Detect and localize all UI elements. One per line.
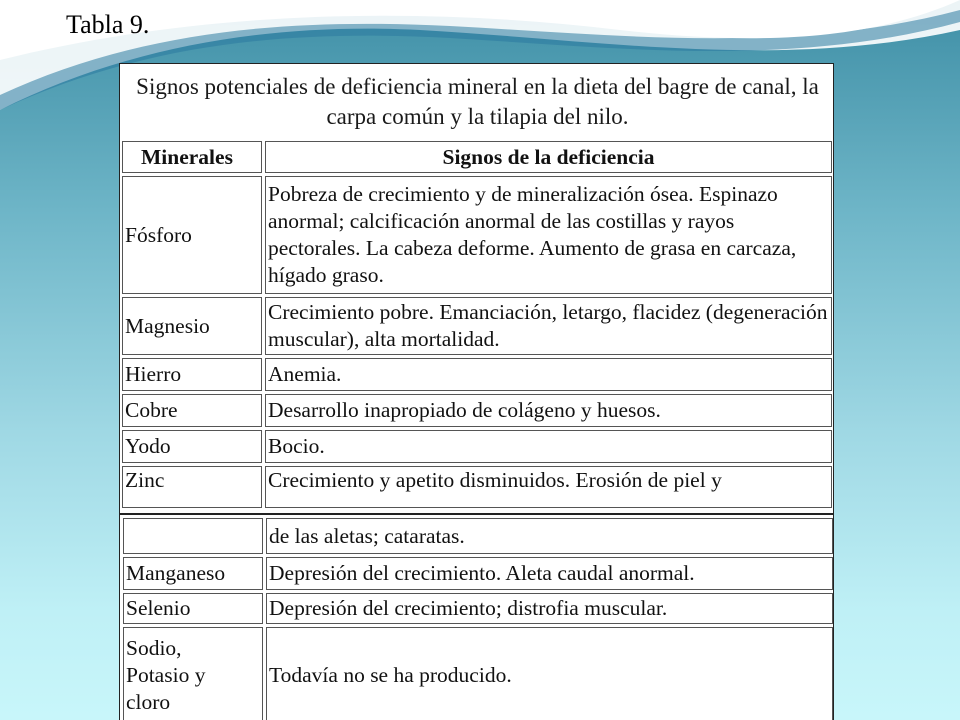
deficiency-table-bottom	[120, 515, 834, 720]
mineral-cell: Zinc	[122, 466, 262, 508]
mineral-cell: Sodio, Potasio y cloro	[123, 627, 263, 720]
mineral-cell: Yodo	[122, 430, 262, 463]
mineral-cell: Selenio	[123, 593, 263, 624]
table-row	[122, 297, 832, 355]
mineral-cell	[123, 518, 263, 554]
deficiency-table-top	[119, 138, 834, 511]
table-row	[123, 518, 833, 554]
signs-cell: Crecimiento pobre. Emanciación, letargo, flacidez (degeneración muscular), alta mortalidad.	[265, 297, 832, 355]
header-signs: Signos de la deficiencia	[265, 141, 832, 173]
signs-cell: Desarrollo inapropiado de colágeno y huesos.	[265, 394, 832, 427]
table-row	[122, 394, 832, 427]
table-row	[122, 430, 832, 463]
mineral-cell: Manganeso	[123, 557, 263, 590]
table-header-row	[122, 141, 832, 173]
table-row	[122, 466, 832, 508]
signs-cell: Pobreza de crecimiento y de mineralización ósea. Espinazo anormal; calcificación anormal de las costillas y rayos pectorales. La cabeza deforme. Aumento de grasa en carcaza, hígado graso.	[265, 176, 832, 294]
table-row	[123, 593, 833, 624]
table-row	[123, 557, 833, 590]
table-scan-top	[119, 63, 834, 514]
slide-title: Tabla 9.	[66, 10, 150, 39]
signs-cell: Crecimiento y apetito disminuidos. Erosión de piel y	[265, 466, 832, 508]
signs-cell: Depresión del crecimiento; distrofia muscular.	[266, 593, 833, 624]
table-row	[122, 358, 832, 391]
mineral-cell: Fósforo	[122, 176, 262, 294]
mineral-cell: Hierro	[122, 358, 262, 391]
mineral-cell: Magnesio	[122, 297, 262, 355]
mineral-cell: Cobre	[122, 394, 262, 427]
signs-cell: Anemia.	[265, 358, 832, 391]
signs-cell: Todavía no se ha producido.	[266, 627, 833, 720]
signs-cell: de las aletas; cataratas.	[266, 518, 833, 554]
table-row	[123, 627, 833, 720]
table-caption: Signos potenciales de deficiencia mineral en la dieta del bagre de canal, la carpa común y la tilapia del nilo.	[136, 74, 819, 129]
header-minerals: Minerales	[122, 141, 262, 173]
signs-cell: Depresión del crecimiento. Aleta caudal anormal.	[266, 557, 833, 590]
table-row	[122, 176, 832, 294]
table-scan-bottom	[119, 514, 834, 720]
signs-cell: Bocio.	[265, 430, 832, 463]
